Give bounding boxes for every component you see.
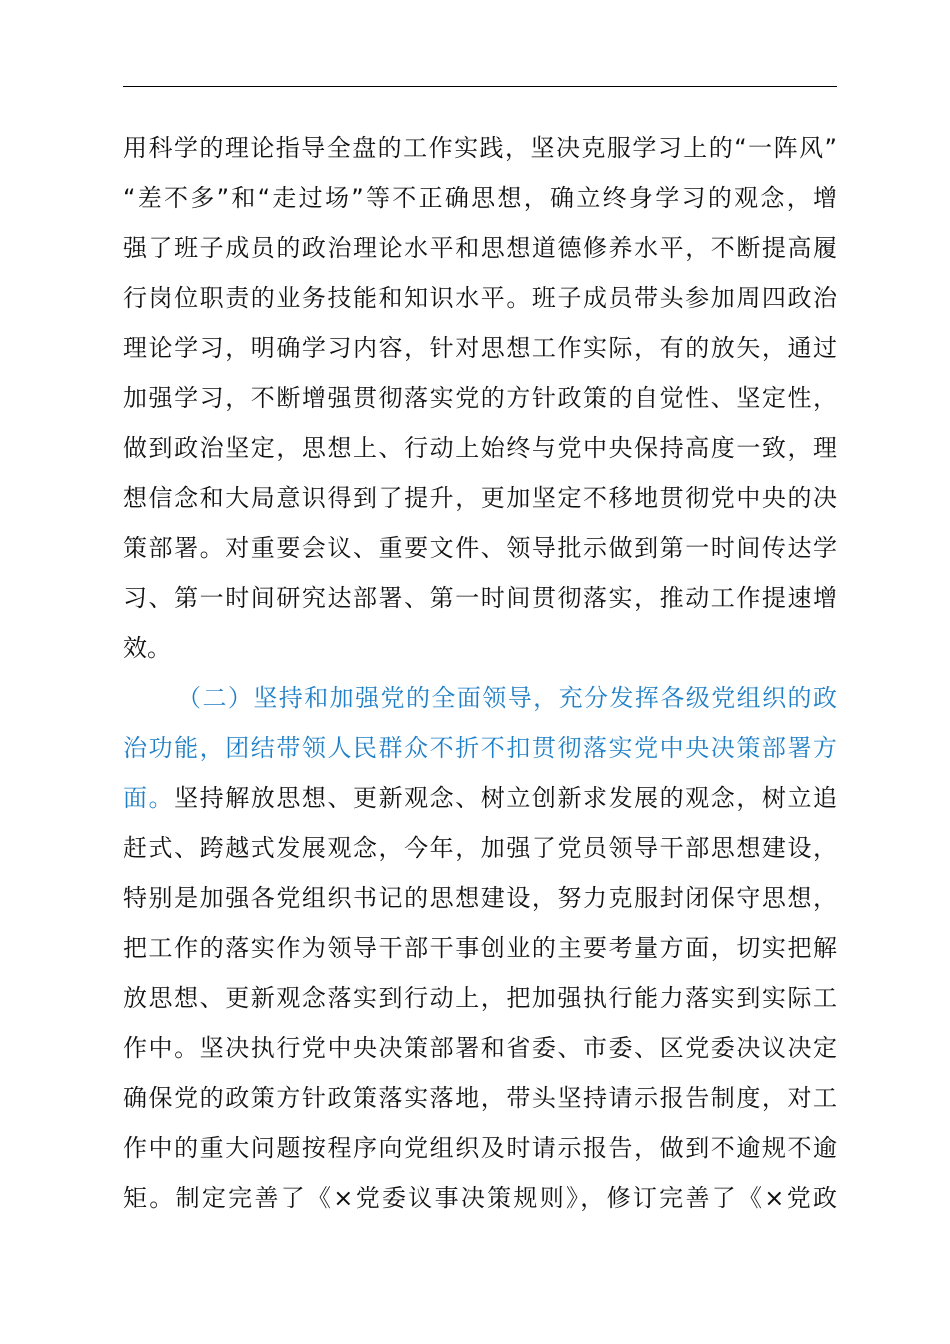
- text-line: 理论学习，明确学习内容，针对思想工作实际，有的放矢，通过: [123, 334, 837, 362]
- text-line: 想信念和大局意识得到了提升，更加坚定不移地贯彻党中央的决: [123, 484, 837, 512]
- text-line: 策部署。对重要会议、重要文件、领导批示做到第一时间传达学: [123, 534, 837, 562]
- text-line: 确保党的政策方针政策落实落地，带头坚持请示报告制度，对工: [123, 1084, 837, 1112]
- text-span: 坚持解放思想、更新观念、树立创新求发展的观念，树立追: [174, 784, 838, 812]
- header-rule: [123, 86, 837, 87]
- text-line: 加强学习，不断增强贯彻落实党的方针政策的自觉性、坚定性，: [123, 384, 837, 412]
- text-line: 特别是加强各党组织书记的思想建设，努力克服封闭保守思想，: [123, 884, 837, 912]
- text-line: 行岗位职责的业务技能和知识水平。班子成员带头参加周四政治: [123, 284, 837, 312]
- section-heading-line: 治功能，团结带领人民群众不折不扣贯彻落实党中央决策部署方: [123, 734, 837, 762]
- text-line: 强了班子成员的政治理论水平和思想道德修养水平，不断提高履: [123, 234, 837, 262]
- text-line: 作中的重大问题按程序向党组织及时请示报告，做到不逾规不逾: [123, 1134, 837, 1162]
- text-line: 用科学的理论指导全盘的工作实践，坚决克服学习上的“一阵风”: [123, 134, 837, 162]
- text-line: 做到政治坚定，思想上、行动上始终与党中央保持高度一致，理: [123, 434, 837, 462]
- text-line: 效。: [123, 634, 171, 662]
- document-body: [123, 123, 837, 1223]
- text-line: 矩。制定完善了《×党委议事决策规则》，修订完善了《×党政: [123, 1184, 837, 1212]
- text-line: 习、第一时间研究达部署、第一时间贯彻落实，推动工作提速增: [123, 584, 837, 612]
- text-line: 放思想、更新观念落实到行动上，把加强执行能力落实到实际工: [123, 984, 837, 1012]
- section-heading-line: （二）坚持和加强党的全面领导，充分发挥各级党组织的政: [177, 684, 837, 712]
- text-line: “差不多”和“走过场”等不正确思想，确立终身学习的观念，增: [123, 184, 837, 212]
- text-line: 作中。坚决执行党中央决策部署和省委、市委、区党委决议决定: [123, 1034, 837, 1062]
- text-line: 赶式、跨越式发展观念，今年，加强了党员领导干部思想建设，: [123, 834, 837, 862]
- mixed-line: [123, 773, 837, 823]
- section-heading-end: 面。: [123, 784, 175, 812]
- text-line: 把工作的落实作为领导干部干事创业的主要考量方面，切实把解: [123, 934, 837, 962]
